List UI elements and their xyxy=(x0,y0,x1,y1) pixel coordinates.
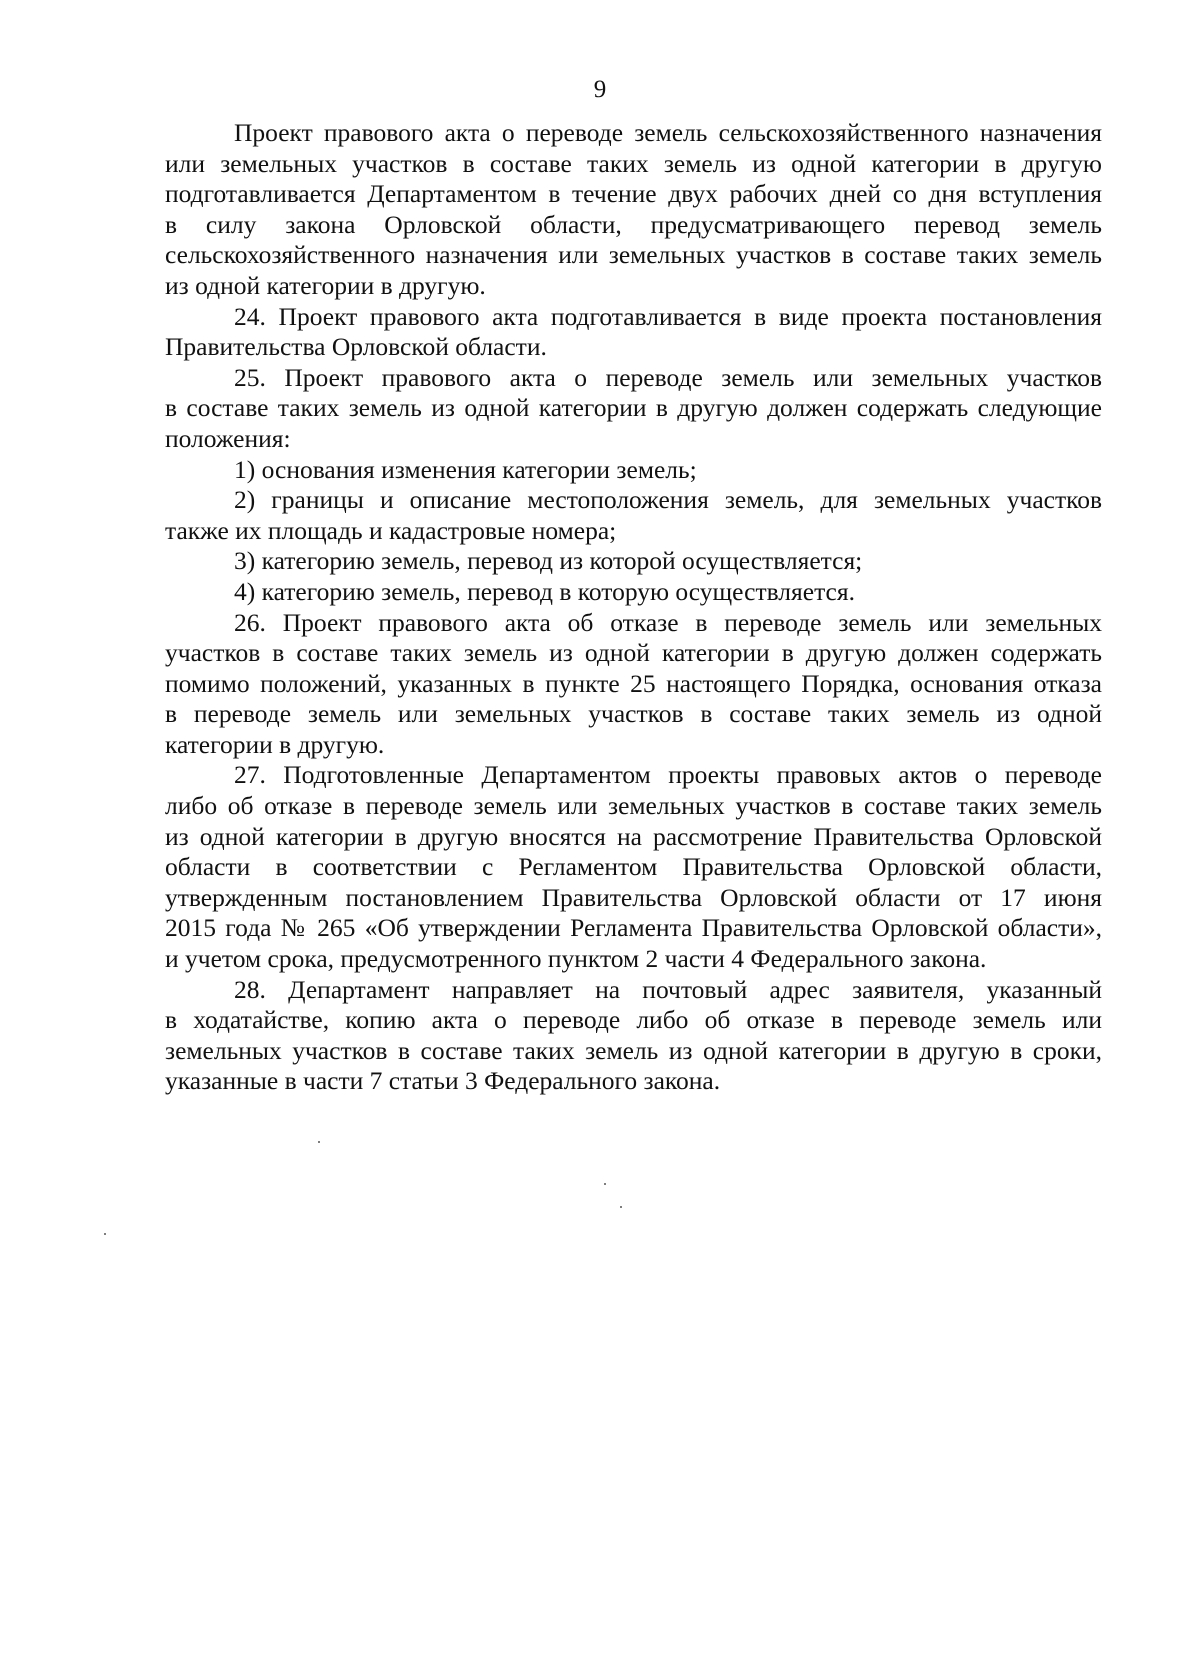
text-line: 3) категорию земель, перевод из которой осуществляется; xyxy=(234,546,863,576)
text-line: 1) основания изменения категории земель; xyxy=(234,454,697,484)
text-line: в ходатайстве, копию акта о переводе либо об отказе в переводе земель или xyxy=(165,1005,1102,1035)
text-line: 27. Подготовленные Департаментом проекты правовых актов о переводе xyxy=(234,760,1102,790)
text-line: помимо положений, указанных в пункте 25 настоящего Порядка, основания отказа xyxy=(165,668,1102,698)
text-line: сельскохозяйственного назначения или земельных участков в составе таких земель xyxy=(165,240,1102,270)
text-line: из одной категории в другую. xyxy=(165,270,486,300)
text-line: и учетом срока, предусмотренного пунктом 2 части 4 Федерального закона. xyxy=(165,944,987,974)
text-line: 26. Проект правового акта об отказе в переводе земель или земельных xyxy=(234,607,1102,637)
text-line: или земельных участков в составе таких земель из одной категории в другую xyxy=(165,148,1102,178)
text-line: в силу закона Орловской области, предусматривающего перевод земель xyxy=(165,209,1102,239)
text-line: 28. Департамент направляет на почтовый адрес заявителя, указанный xyxy=(234,974,1102,1004)
text-line: либо об отказе в переводе земель или земельных участков в составе таких земель xyxy=(165,791,1102,821)
scan-speck xyxy=(604,1183,606,1185)
text-line: 2) границы и описание местоположения земель, для земельных участков xyxy=(234,485,1102,515)
text-line: земельных участков в составе таких земель из одной категории в другую в сроки, xyxy=(165,1035,1102,1065)
text-line: 4) категорию земель, перевод в которую осуществляется. xyxy=(234,576,855,606)
text-line: 25. Проект правового акта о переводе земель или земельных участков xyxy=(234,362,1102,392)
text-line: в составе таких земель из одной категории в другую должен содержать следующие xyxy=(165,393,1102,423)
text-line: указанные в части 7 статьи 3 Федерального закона. xyxy=(165,1066,721,1096)
text-line: из одной категории в другую вносятся на рассмотрение Правительства Орловской xyxy=(165,821,1102,851)
text-line: также их площадь и кадастровые номера; xyxy=(165,515,617,545)
text-line: области в соответствии с Регламентом Правительства Орловской области, xyxy=(165,852,1102,882)
page-number: 9 xyxy=(593,76,607,103)
text-line: в переводе земель или земельных участков в составе таких земель из одной xyxy=(165,699,1102,729)
text-line: утвержденным постановлением Правительства Орловской области от 17 июня xyxy=(165,882,1102,912)
scan-speck xyxy=(620,1206,622,1208)
text-line: 2015 года № 265 «Об утверждении Регламента Правительства Орловской области», xyxy=(165,913,1102,943)
scan-speck xyxy=(104,1233,106,1235)
text-line: подготавливается Департаментом в течение двух рабочих дней со дня вступления xyxy=(165,179,1102,209)
scan-speck xyxy=(318,1141,320,1143)
document-body xyxy=(165,118,1102,1097)
text-line: Проект правового акта о переводе земель сельскохозяйственного назначения xyxy=(234,118,1102,147)
text-line: положения: xyxy=(165,423,291,453)
text-line: Правительства Орловской области. xyxy=(165,332,547,362)
text-line: 24. Проект правового акта подготавливается в виде проекта постановления xyxy=(234,301,1102,331)
text-line: участков в составе таких земель из одной категории в другую должен содержать xyxy=(165,638,1102,668)
text-line: категории в другую. xyxy=(165,729,385,759)
